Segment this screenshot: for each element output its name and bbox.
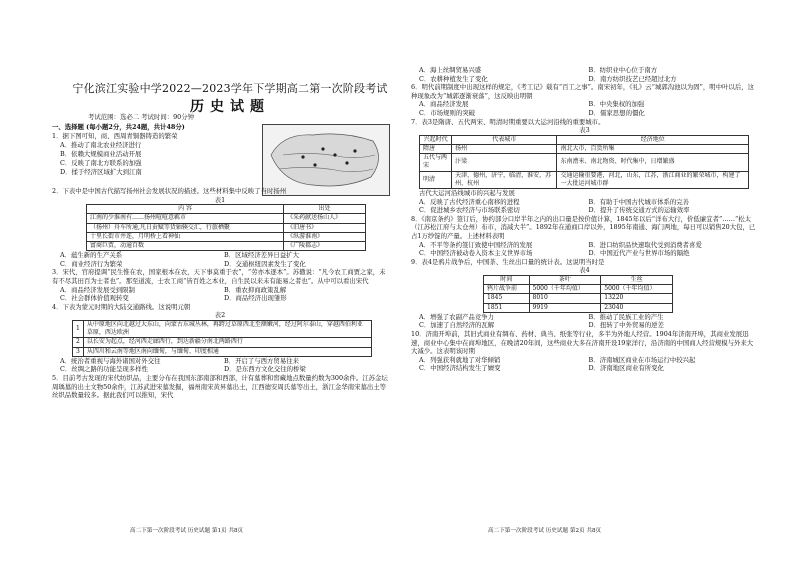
table-row: 明清 天津，德州，济宁，临清，淮安，苏州，杭州 交通运输重要港，河北，山东，江苏，浙江商业的繁荣城市，构建了一大批运河城市群 xyxy=(420,171,749,188)
table3-header: 经济地位 xyxy=(557,135,749,144)
q6-option-a[interactable]: A．商品经济发展 xyxy=(419,100,469,109)
q6-stem: 6．明代前期制度中出现这样的规定，《考工记》载有“百工之事”。南宋初年，《礼》云“城郭沟池以为固”，明中叶以后，这种现象改为“城郭逐渐衰落”，这反映出明朝 xyxy=(411,83,755,100)
q8-stem: 8．《南京条约》签订后，协约部分口岸半年之内的出口量是按价值计算，1845年以后“洋布大行，价低廉宜者”……“松太（江苏松江府与太仓州）布市，消减大半”。1892年在通商口岸以外，1895年南通、海门两地，每日可以销售20大包，已占1万纱锭的产量。上述材料表明 xyxy=(411,214,756,240)
q9-option-a[interactable]: A．增强了农副产品竞争力 xyxy=(419,312,494,321)
table1-caption: 表1 xyxy=(214,195,226,204)
q3-option-b[interactable]: B．重农抑商政策乱解 xyxy=(224,285,287,294)
q9-option-c[interactable]: C．加速了自然经济的瓦解 xyxy=(419,321,495,330)
q4-option-a[interactable]: A．统治者重视与海外诸国对外交往 xyxy=(60,356,161,365)
table4-header: 茶叶 xyxy=(529,275,601,284)
table-row: 1851 9919 23040 xyxy=(484,303,673,312)
page-footer-right: 高二下第一次阶段考试 历史试题 第2页 共8页 xyxy=(488,528,602,534)
table-row: 隋唐 扬州 南北大市，百货所集 xyxy=(420,144,749,153)
bronze-map-figure xyxy=(262,124,390,196)
q4-stem: 4．下表为蒙元时期的大陆交通路线。这说明元朝 xyxy=(52,302,191,311)
table-row: 1845 8010 13220 xyxy=(484,294,673,303)
table4-header: 生丝 xyxy=(601,275,673,284)
q6-option-d[interactable]: D．儒家思想的僵化 xyxy=(588,108,645,117)
q3-stem: 3．宋代，官府提调“民生惟在农，国家根本在农，天下事莫重于农”，“劳亦本逐本”。苏辙说：“凡今农工商贾之家，未有不尽其田百为士者也”。那至道流，士农工商“皆百姓之本业，自生民以来未有能易之者也”。从中可以看出宋代 xyxy=(52,268,386,285)
table-row: 1 从中原地区向北越过大东山，向蒙古东城丛林，再跨过草原西北至额嫩河，经过阿尔泰山，穿越西伯利亚草原，西达欧洲 xyxy=(73,320,372,337)
q10-option-b[interactable]: B．济南城区商业在市场运行中较兴起 xyxy=(588,355,696,364)
table-row: 五代与两宋 汴梁 东南漕米、南北物资、时代集中，日增繁盛 xyxy=(420,154,749,171)
q6-option-b[interactable]: B．中央集权的加强 xyxy=(588,100,645,109)
exam-range: 考试范围：选必二 考试时间：90分钟 xyxy=(88,113,195,121)
q10-option-d[interactable]: D．济南地区商业有所变化 xyxy=(588,364,664,373)
q7-option-c[interactable]: C．促进城乡农经济与市场联系密切 xyxy=(419,206,520,215)
q2-option-b[interactable]: B．区域经济差异日益扩大 xyxy=(224,251,299,260)
table2-caption: 表2 xyxy=(214,311,226,320)
q4-option-c[interactable]: C．丝绸之路的功能呈现多样性 xyxy=(60,365,148,374)
exam-title: 宁化滨江实验中学2022—2023学年下学期高二第一次阶段考试 xyxy=(72,82,388,95)
table3-header: 代表城市 xyxy=(452,135,557,144)
q1-stem: 1．据下图可知，商、西周青铜器铸造的繁荣 xyxy=(52,132,178,140)
table1 xyxy=(86,204,366,251)
table4-caption: 表4 xyxy=(579,266,590,275)
q9-option-b[interactable]: B．推动了民族工业的产生 xyxy=(588,312,664,321)
q3-option-c[interactable]: C．社会群体价值观转变 xyxy=(60,294,129,303)
q1-option-a[interactable]: A．推动了南北农业经济进行 xyxy=(60,141,142,149)
table-row: 鸦片战争前 5000（千年均值） 5000（千年均值） xyxy=(484,285,673,294)
table2 xyxy=(72,320,372,357)
table-row: 富商巨贾，动逾百数 《广陵郡志》 xyxy=(87,242,366,251)
q7-option-d[interactable]: D．提升了传统交通方式的运输效率 xyxy=(588,206,690,215)
q5-stem: 5．目前考古发现的宋代纺织品，主要分布在我国东部南部和西部，计有墓葬和窖藏地点数量约数为300余件。江苏金坛周瑀墓的出土文物50余件，江苏武进宋墓发掘，福州南宋黄昇墓出土，江西德安周氏墓等出土，浙江金华南宋墓出土等丝织品数量较多。据此我们可以推知，宋代 xyxy=(52,373,388,400)
q7-stem: 7．表3是隋唐、五代两宋、明清时期重要以大运河沿线的重要城市。 xyxy=(411,117,605,126)
subject-title: 历史试题 xyxy=(190,99,270,115)
q10-stem: 10．济南开埠前，其旧式商业有绸布、药材、典当、纸张等行业，多半为外地人经营。1904年济南开埠，其商业发展迅速，商业中心集中在商埠地区，在晚清20年间，这些商业大多在济南开设19家洋行，沿济南的中国商人经营规模与外来大大减少。这表明该时期 xyxy=(411,329,754,356)
q8-option-d[interactable]: D．中国近代产业与世界市场的隔绝 xyxy=(588,249,690,258)
table-row: 十里长街市井连，月明桥上看神仙 《纵游淮南》 xyxy=(87,232,366,241)
q2-stem: 2．下表中是中国古代描写扬州社会发展状况的描述。这些材料集中反映了当时扬州 xyxy=(52,187,287,195)
q2-option-d[interactable]: D．交通枢纽因素发生了变化 xyxy=(224,259,306,268)
q1-option-d[interactable]: D．揉于经济区域扩大到江南 xyxy=(60,168,142,176)
table4-header: 时间 xyxy=(484,275,530,284)
q9-stem: 9．表4是鸦片战争后，中国茶、生丝出口量的统计表。这说明当时是 xyxy=(411,257,605,266)
q5-option-b[interactable]: B．纺织业中心位于南方 xyxy=(588,66,658,74)
q8-option-c[interactable]: C．中国经济被动卷入资本主义世界市场 xyxy=(419,249,533,258)
q5-option-a[interactable]: A．海上丝绸贸易兴盛 xyxy=(419,66,482,74)
q2-option-c[interactable]: C．商业经济行为繁荣 xyxy=(60,259,123,268)
table1-header: 出处 xyxy=(284,205,366,214)
table1-header: 内 容 xyxy=(87,205,284,214)
table-row: 江南的少淮南有……扬州喧喧意羁市 《采药献送扬山人》 xyxy=(87,214,366,223)
table-row: 2 以长安为起点，经河西走廊西行，到达新疆分南北两路西行 xyxy=(73,338,372,347)
q1-option-b[interactable]: B．依赖大规模商业活动开展 xyxy=(60,150,142,158)
q4-option-d[interactable]: D．是东西方文化交往的桥梁 xyxy=(224,365,306,374)
q3-option-a[interactable]: A．商品经济发展受到限制 xyxy=(60,285,135,294)
q7-option-a[interactable]: A．反映了古代经济重心南移的进程 xyxy=(419,197,520,206)
page-footer-left: 高二下第一次阶段考试 历史试题 第1页 共8页 xyxy=(130,528,244,534)
table3-header: 兴起时代 xyxy=(420,135,452,144)
table-row: 3 从四川和云南等地区南向缅甸，与缅甸、印度相通 xyxy=(73,347,372,356)
q1-option-c[interactable]: C．反映了南北方联系的加强 xyxy=(60,159,142,167)
table3-caption: 表3 xyxy=(579,126,590,135)
q8-option-a[interactable]: A．不平等条约签订致使中国经济的发展 xyxy=(419,240,533,249)
q10-option-c[interactable]: C．中国经济结构发生了嬗变 xyxy=(419,364,501,373)
table-row: （扬州）舟车所通,凡日贡赋等货轴辏交汇，行旅栖聚 《旧唐书》 xyxy=(87,223,366,232)
q2-option-a[interactable]: A．蕴生新的生产关系 xyxy=(60,251,123,260)
q5-option-d[interactable]: D．南方纺织技艺已经超过北方 xyxy=(588,74,677,83)
q7-option-b[interactable]: B．有助于中国古代城市体系的完善 xyxy=(588,197,690,206)
table4 xyxy=(483,275,673,313)
q6-option-c[interactable]: C．市场规则的突破 xyxy=(419,108,476,117)
q8-option-b[interactable]: B．进口纺织品快速取代受到消费者喜爱 xyxy=(588,240,702,249)
q7-note: 古代大运河沿线城市的兴起与发展 xyxy=(419,188,515,197)
section-heading: 一、选择题 (每小题2分，共24题，共计48分) xyxy=(52,123,185,131)
q3-option-d[interactable]: D．商品经济出现雏形 xyxy=(224,294,287,303)
table3 xyxy=(419,135,749,189)
q5-option-c[interactable]: C．农耕种植发生了变化 xyxy=(419,74,488,83)
q9-option-d[interactable]: D．扭转了中外贸易的逆差 xyxy=(588,321,664,330)
q10-option-a[interactable]: A．列强获利就地了对华倾销 xyxy=(419,355,501,364)
q4-option-b[interactable]: B．开启了与西方贸易往来 xyxy=(224,356,299,365)
